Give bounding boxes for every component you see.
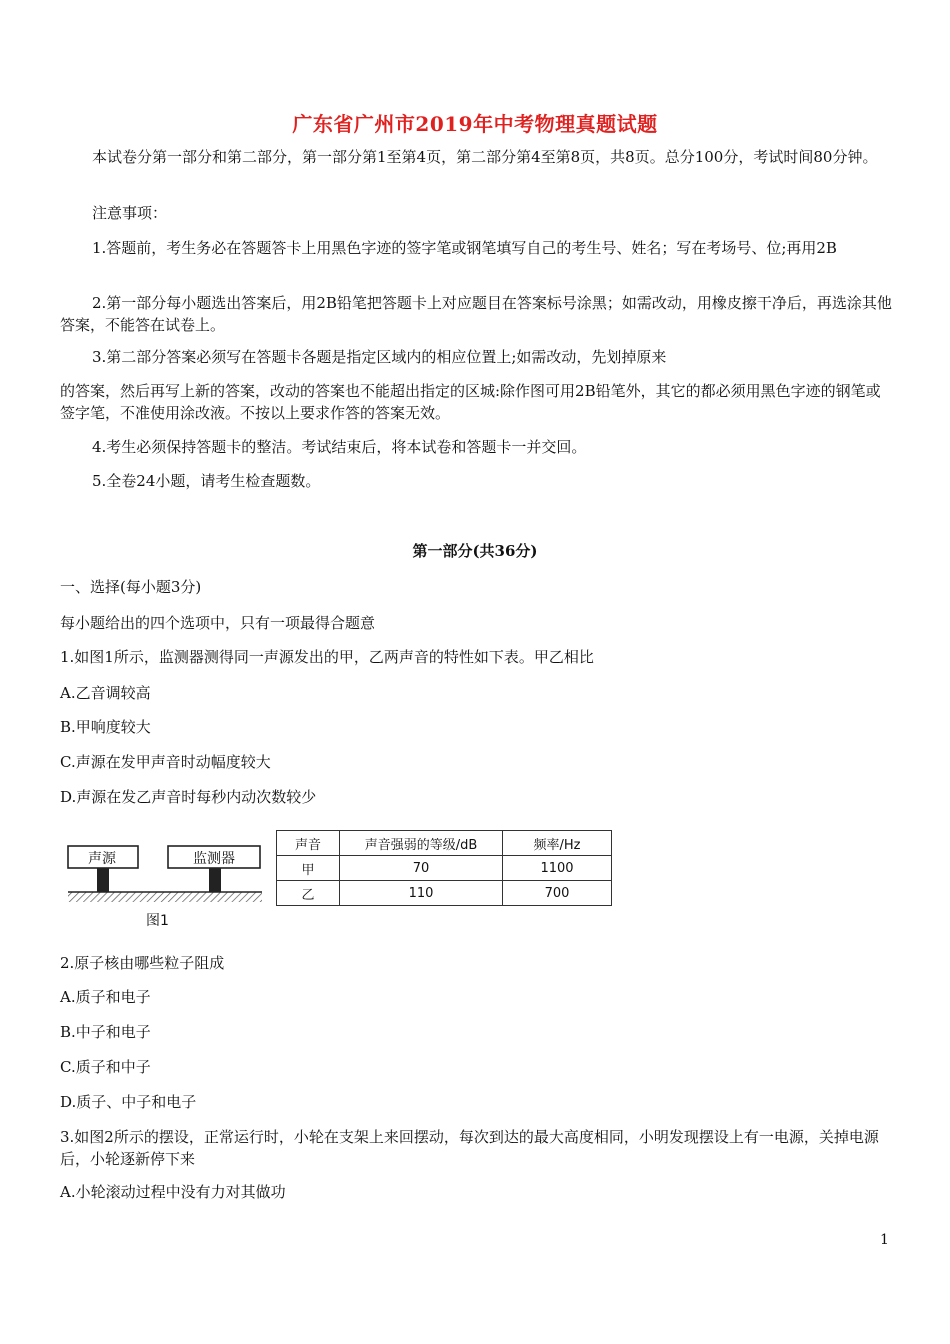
section-heading: 一、选择(每小题3分) bbox=[60, 578, 202, 596]
question-1-option-d: D.声源在发乙声音时每秒内动次数较少 bbox=[60, 788, 317, 806]
notice-heading: 注意事项： bbox=[92, 204, 168, 222]
table-header-cell: 声音 bbox=[277, 831, 340, 856]
notice-item-5: 5.全卷24小题，请考生检查题数。 bbox=[92, 472, 321, 490]
source-stand bbox=[97, 868, 109, 892]
table-header-cell: 频率/Hz bbox=[503, 831, 612, 856]
table-cell: 110 bbox=[340, 881, 503, 906]
question-2-option-b: B.中子和电子 bbox=[60, 1023, 151, 1041]
monitor-stand bbox=[209, 868, 221, 892]
table-row bbox=[277, 881, 612, 906]
page-number: 1 bbox=[880, 1232, 889, 1248]
notice-item-3: 3.第二部分答案必须写在答题卡各题是指定区域内的相应位置上;如需改动，先划掉原来 bbox=[92, 348, 667, 366]
figure-1 bbox=[64, 836, 264, 936]
table-header-row bbox=[277, 831, 612, 856]
table-cell: 700 bbox=[503, 881, 612, 906]
notice-item-3-continued: 的答案，然后再写上新的答案，改动的答案也不能超出指定的区城:除作图可用2B铅笔外，其它的都必须用黑色字迹的钢笔或签字笔，不准使用涂改液。不按以上要求作答的答案无效。 bbox=[60, 382, 881, 422]
section-note: 每小题给出的四个选项中，只有一项最得合题意 bbox=[60, 614, 376, 632]
table-header-cell: 声音强弱的等级/dB bbox=[340, 831, 503, 856]
table-row bbox=[277, 856, 612, 881]
sound-properties-table bbox=[276, 830, 612, 906]
figure-1-caption: 图1 bbox=[146, 913, 169, 929]
bench-surface bbox=[68, 892, 262, 902]
question-2-option-d: D.质子、中子和电子 bbox=[60, 1093, 197, 1111]
question-3-option-a: A.小轮滚动过程中没有力对其做功 bbox=[60, 1183, 286, 1201]
notice-item-4: 4.考生必须保持答题卡的整洁。考试结束后，将本试卷和答题卡一并交回。 bbox=[92, 438, 587, 456]
question-2-option-c: C.质子和中子 bbox=[60, 1058, 151, 1076]
notice-item-2: 2.第一部分每小题选出答案后，用2B铅笔把答题卡上对应题目在答案标号涂黑；如需改动，用橡皮擦干净后，再选涂其他答案，不能答在试卷上。 bbox=[60, 294, 892, 334]
question-2-stem: 2.原子核由哪些粒子阻成 bbox=[60, 954, 225, 972]
monitor-label: 监测器 bbox=[193, 851, 235, 867]
notice-item-1: 1.答题前，考生务必在答题答卡上用黑色字迹的签字笔或钢笔填写自己的考生号、姓名；写在考场号、位;再用2B bbox=[92, 239, 837, 257]
part-heading: 第一部分(共36分) bbox=[412, 542, 538, 560]
table-cell: 乙 bbox=[277, 881, 340, 906]
question-3-stem: 3.如图2所示的摆设，正常运行时，小轮在支架上来回摆动，每次到达的最大高度相同，小明发现摆设上有一电源，关掉电源后，小轮逐新停下来 bbox=[60, 1128, 879, 1168]
question-1-option-b: B.甲响度较大 bbox=[60, 718, 151, 736]
table-cell: 甲 bbox=[277, 856, 340, 881]
source-label: 声源 bbox=[88, 851, 116, 867]
question-1-stem: 1.如图1所示，监测器测得同一声源发出的甲，乙两声音的特性如下表。甲乙相比 bbox=[60, 648, 594, 666]
intro-paragraph: 本试卷分第一部分和第二部分，第一部分第1至第4页，第二部分第4至第8页，共8页。总分100分，考试时间80分钟。 bbox=[92, 148, 878, 166]
table-cell: 1100 bbox=[503, 856, 612, 881]
page-title: 广东省广州市2019年中考物理真题试题 bbox=[292, 112, 658, 136]
table-cell: 70 bbox=[340, 856, 503, 881]
question-1-option-c: C.声源在发甲声音时动幅度较大 bbox=[60, 753, 271, 771]
question-1-option-a: A.乙音调较高 bbox=[60, 684, 151, 702]
question-2-option-a: A.质子和电子 bbox=[60, 988, 151, 1006]
